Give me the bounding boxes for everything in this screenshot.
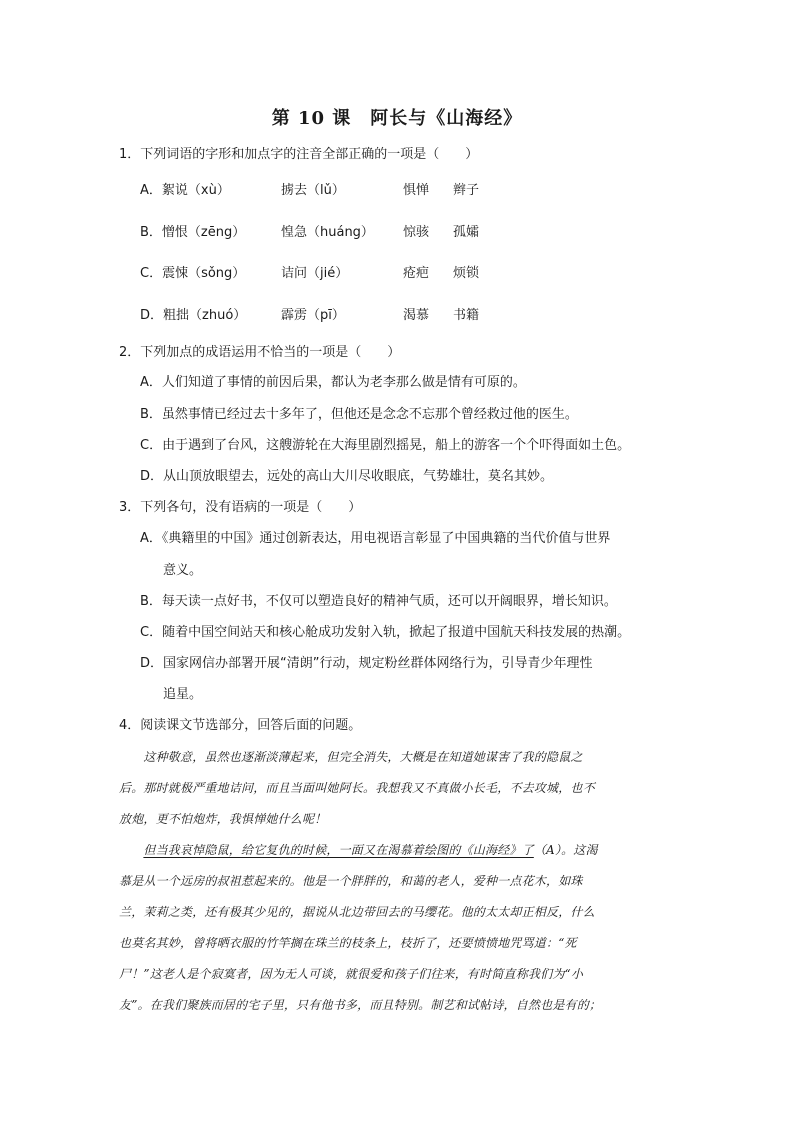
question-3-option-d-continued: 追星。 xyxy=(163,687,203,702)
lesson-title: 第 10 课 阿长与《山海经》 xyxy=(271,108,523,129)
question-2-option-a: A．人们知道了事情的前因后果，都认为老李那么做是情有可原的。 xyxy=(140,375,526,390)
option-word: 辫子 xyxy=(453,183,480,198)
question-3-option-a-continued: 意义。 xyxy=(163,563,203,578)
question-2-option-d: D．从山顶放眼望去，远处的高山大川尽收眼底，气势雄壮，莫名其妙。 xyxy=(140,469,554,484)
question-4-stem: 4．阅读课文节选部分，回答后面的问题。 xyxy=(119,718,362,733)
passage-line: 慕是从一个远房的叔祖惹起来的。他是一个胖胖的，和蔼的老人，爱种一点花木，如珠 xyxy=(119,874,583,888)
option-word: 惧惮 xyxy=(403,183,430,198)
option-word: 渴慕 xyxy=(403,308,430,323)
option-word: 诘问（jié） xyxy=(281,266,349,281)
passage-line: 放炮，更不怕炮炸，我惧惮她什么呢！ xyxy=(119,812,327,826)
passage-line: 尸！”这老人是个寂寞者，因为无人可谈，就很爱和孩子们往来，有时简直称我们为“小 xyxy=(119,967,584,981)
question-3-option-a: A．《典籍里的中国》通过创新表达，用电视语言彰显了中国典籍的当代价值与世界 xyxy=(140,531,611,546)
option-word: C．震悚（sǒng） xyxy=(140,266,246,281)
question-1-stem: 1．下列词语的字形和加点字的注音全部正确的一项是（ ） xyxy=(119,147,479,162)
underlined-sentence: 但当我哀悼隐鼠，给它复仇的时候，一面又在渴慕着绘图的《山海经》了 xyxy=(143,843,534,857)
question-3-option-c: C．随着中国空间站天和核心舱成功发射入轨，掀起了报道中国航天科技发展的热潮。 xyxy=(140,625,631,640)
passage-line: 后。那时就极严重地诘问，而且当面叫她阿长。我想我又不真做小长毛，不去攻城，也不 xyxy=(119,781,595,795)
option-word: 惶急（huáng） xyxy=(281,225,374,240)
option-word: B．憎恨（zēng） xyxy=(140,225,246,240)
option-word: D．粗拙（zhuó） xyxy=(140,308,247,323)
passage-line: 也莫名其妙，曾将晒衣服的竹竿搁在珠兰的枝条上，枝折了，还要愤愤地咒骂道：“死 xyxy=(119,936,577,950)
question-3-stem: 3．下列各句，没有语病的一项是（ ） xyxy=(119,500,362,515)
option-word: 烦锁 xyxy=(453,266,480,281)
passage-line xyxy=(119,835,679,866)
question-2-stem: 2．下列加点的成语运用不恰当的一项是（ ） xyxy=(119,345,401,360)
passage-line: 这种敬意，虽然也逐渐淡薄起来，但完全消失，大概是在知道她谋害了我的隐鼠之 xyxy=(119,750,583,764)
question-3-option-d: D．国家网信办部署开展“清朗”行动，规定粉丝群体网络行为，引导青少年理性 xyxy=(140,656,593,671)
passage-marker-a: （A）。这渴 xyxy=(533,843,598,857)
option-word: 疮疤 xyxy=(403,266,430,281)
question-2-option-b: B．虽然事情已经过去十多年了，但他还是念念不忘那个曾经救过他的医生。 xyxy=(140,407,578,422)
option-word: 霹雳（pī） xyxy=(281,308,345,323)
option-word: A．絮说（xù） xyxy=(140,183,230,198)
option-word: 掳去（lǔ） xyxy=(281,183,345,198)
passage-line: 友”。在我们聚族而居的宅子里，只有他书多，而且特别。制艺和试帖诗，自然也是有的； xyxy=(119,998,602,1012)
option-word: 孤孀 xyxy=(453,225,480,240)
option-word: 惊骇 xyxy=(403,225,430,240)
reading-passage xyxy=(119,742,679,1021)
option-word: 书籍 xyxy=(453,308,480,323)
question-3-option-b: B．每天读一点好书，不仅可以塑造良好的精神气质，还可以开阔眼界，增长知识。 xyxy=(140,594,617,609)
question-2-option-c: C．由于遇到了台风，这艘游轮在大海里剧烈摇晃，船上的游客一个个吓得面如土色。 xyxy=(140,438,631,453)
passage-line: 兰，茉莉之类，还有极其少见的，据说从北边带回去的马缨花。他的太太却正相反，什么 xyxy=(119,905,595,919)
